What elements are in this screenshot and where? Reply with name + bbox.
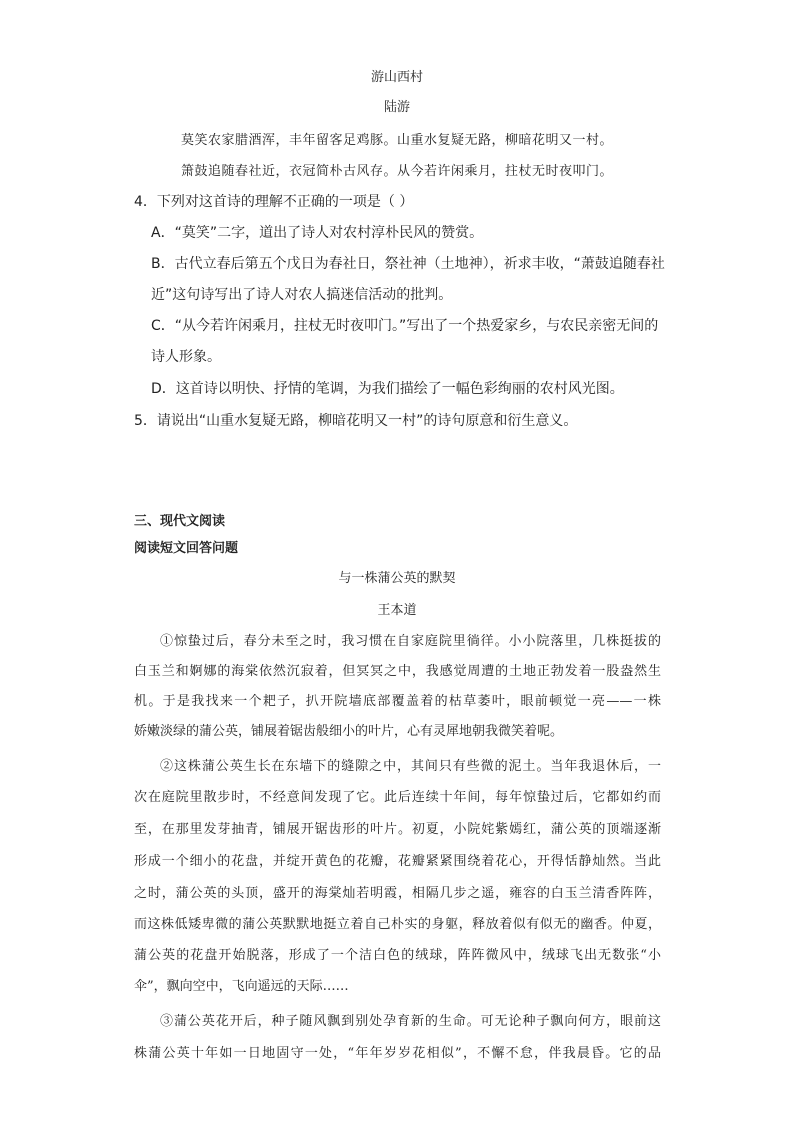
article-title: 与一株蒲公英的默契 xyxy=(338,571,456,586)
question-4-option-c: C．“从今若许闲乘月，拄杖无时夜叩门。”写出了一个热爱家乡，与农民亲密无间的 xyxy=(151,318,659,334)
article-paragraph-line: 伞”，飘向空中，飞向遥远的天际…… xyxy=(134,979,349,994)
article-paragraph-line: 至，在那里发芽抽青，铺展开锯齿形的叶片。初夏，小院姹紫嫣红，蒲公英的顶端逐渐 xyxy=(134,822,661,837)
poem-author: 陆游 xyxy=(383,100,410,115)
poem-line: 箫鼓追随春社近，衣冠简朴古风存。从今若许闲乘月，拄杖无时夜叩门。 xyxy=(180,164,613,179)
article-paragraph-line: 之时，蒲公英的头顶，盛开的海棠灿若明霞，相隔几步之遥，雍容的白玉兰清香阵阵， xyxy=(134,886,661,901)
question-4-option-a: A．“莫笑”二字，道出了诗人对农村淳朴民风的赞赏。 xyxy=(151,225,484,241)
question-4-option-b: B．古代立春后第五个戊日为春社日，祭社神（土地神），祈求丰收，“萧鼓追随春社 xyxy=(151,256,665,272)
question-4-option-b-cont: 近”这句诗写出了诗人对农人搞迷信活动的批判。 xyxy=(151,287,453,303)
question-4-stem: 4．下列对这首诗的理解不正确的一项是（ ） xyxy=(134,194,414,210)
article-paragraph-line: 白玉兰和婀娜的海棠依然沉寂着，但冥冥之中，我感觉周遭的土地正勃发着一股盎然生 xyxy=(134,664,661,679)
article-paragraph-line: 而这株低矮卑微的蒲公英默默地挺立着自己朴实的身躯，释放着似有似无的幽香。仲夏， xyxy=(134,917,661,932)
article-paragraph-line: ③蒲公英花开后，种子随风飘到别处孕育新的生命。可无论种子飘向何方，眼前这 xyxy=(160,1014,661,1029)
article-paragraph-line: 蒲公英的花盘开始脱落，形成了一个洁白色的绒球，阵阵微风中，绒球飞出无数张“小 xyxy=(134,948,661,963)
article-paragraph-line: ①惊蛰过后，春分未至之时，我习惯在自家庭院里徜徉。小小院落里，几株挺拔的 xyxy=(160,634,661,649)
article-paragraph-line: 娇嫩淡绿的蒲公英，铺展着锯齿般细小的叶片，心有灵犀地朝我微笑着呢。 xyxy=(134,724,564,739)
article-paragraph-line: 形成一个细小的花盘，并绽开黄色的花瓣，花瓣紧紧围绕着花心，开得恬静灿然。当此 xyxy=(134,854,661,869)
section-subheading: 阅读短文回答问题 xyxy=(134,541,239,556)
question-4-option-c-cont: 诗人形象。 xyxy=(151,349,221,365)
article-paragraph-line: ②这株蒲公英生长在东墙下的缝隙之中，其间只有些微的泥土。当年我退休后，一 xyxy=(160,759,661,774)
poem-title: 游山西村 xyxy=(370,70,423,85)
article-author: 王本道 xyxy=(377,603,417,618)
section-heading: 三、现代文阅读 xyxy=(134,514,226,529)
article-paragraph-line: 次在庭院里散步时，不经意间发现了它。此后连续十年间，每年惊蛰过后，它都如约而 xyxy=(134,790,661,805)
question-4-option-d: D．这首诗以明快、抒情的笔调，为我们描绘了一幅色彩绚丽的农村风光图。 xyxy=(151,381,624,397)
article-paragraph-line: 株蒲公英十年如一日地固守一处，“年年岁岁花相似”，不懈不怠，伴我晨昏。它的品 xyxy=(134,1046,661,1061)
poem-line: 莫笑农家腊酒浑，丰年留客足鸡豚。山重水复疑无路，柳暗花明又一村。 xyxy=(180,133,613,148)
question-5-stem: 5．请说出“山重水复疑无路，柳暗花明又一村”的诗句原意和衍生意义。 xyxy=(134,413,578,429)
article-paragraph-line: 机。于是我找来一个耙子，扒开院墙底部覆盖着的枯草萎叶，眼前顿觉一亮——一株 xyxy=(134,694,661,709)
